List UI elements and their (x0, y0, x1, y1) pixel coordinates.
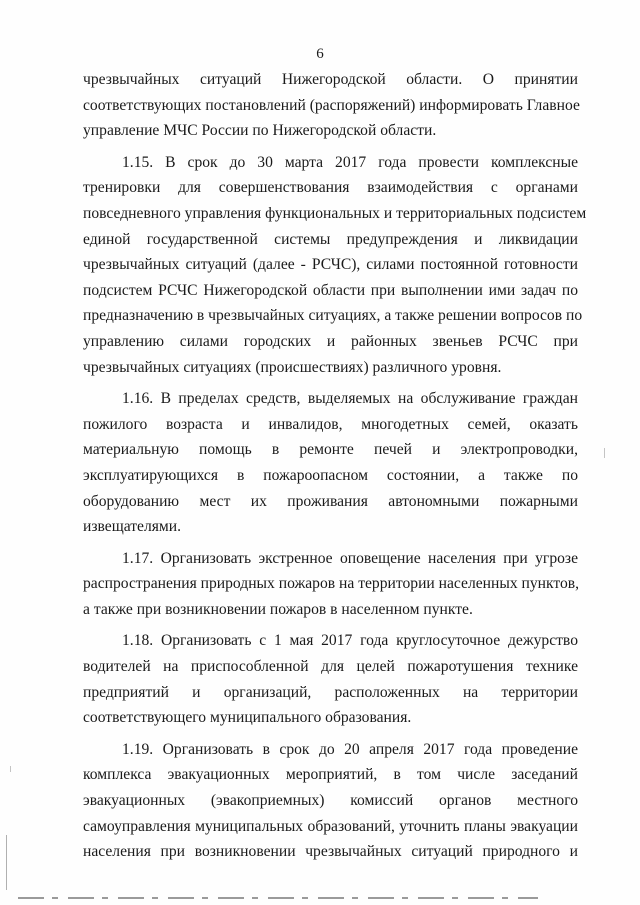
text-line: чрезвычайных ситуаций (далее - РСЧС), силами постоянной готовности (83, 256, 578, 274)
text-line: тренировки для совершенствования взаимодействия с органами (83, 179, 578, 197)
text-line: чрезвычайных ситуациях (происшествиях) различного уровня. (83, 358, 502, 376)
paragraph-1-15-start: 1.15. В срок до 30 марта 2017 года провести комплексные (122, 153, 578, 171)
text-line: соответствующего муниципального образования. (83, 709, 412, 727)
text-line: населения при возникновении чрезвычайных ситуаций природного и (83, 843, 578, 861)
text-line: пожилого возраста и инвалидов, многодетных семей, оказать (83, 415, 578, 433)
text-line: а также при возникновении пожаров в населенном пункте. (83, 600, 473, 618)
text-line: управление МЧС России по Нижегородской области. (83, 122, 437, 140)
text-line: эксплуатирующихся в пожароопасном состоянии, а также по (83, 466, 578, 484)
text-line: материальную помощь в ремонте печей и электропроводки, (83, 441, 578, 459)
paragraph-1-16-start: 1.16. В пределах средств, выделяемых на обслуживание граждан (122, 390, 578, 408)
text-line: повседневного управления функциональных и территориальных подсистем (83, 204, 587, 222)
text-line: предприятий и организаций, расположенных на территории (83, 683, 578, 701)
text-line: водителей на приспособленной для целей пожаротушения технике (83, 658, 578, 676)
paragraph-1-17-start: 1.17. Организовать экстренное оповещение населения при угрозе (122, 549, 578, 567)
scan-mark (10, 766, 11, 772)
paragraph-1-19-start: 1.19. Организовать в срок до 20 апреля 2017 года проведение (122, 740, 578, 758)
scan-margin-line (6, 835, 7, 890)
scan-bottom-edge (18, 897, 538, 899)
paragraph-1-18-start: 1.18. Организовать с 1 мая 2017 года круглосуточное дежурство (122, 632, 578, 650)
page-number: 6 (316, 46, 324, 62)
text-line: самоуправления муниципальных образований, уточнить планы эвакуации (83, 817, 578, 835)
text-line: управлению силами городских и районных звеньев РСЧС при (83, 332, 578, 350)
text-line: чрезвычайных ситуаций Нижегородской области. О принятии (83, 71, 578, 88)
text-line: эвакуационных (эвакоприемных) комиссий органов местного (83, 792, 578, 810)
text-line: подсистем РСЧС Нижегородской области при выполнении ими задач по (83, 281, 578, 299)
text-line: комплекса эвакуационных мероприятий, в том числе заседаний (83, 766, 578, 784)
text-line: предназначению в чрезвычайных ситуациях, а также решении вопросов по (83, 307, 583, 325)
text-line: извещателями. (83, 518, 182, 536)
text-line: соответствующих постановлений (распоряжений) информировать Главное (83, 96, 580, 114)
document-body (83, 67, 587, 865)
text-line: оборудованию мест их проживания автономными пожарными (83, 492, 578, 510)
text-line: распространения природных пожаров на территории населенных пунктов, (83, 575, 580, 593)
text-line: единой государственной системы предупреждения и ликвидации (83, 230, 578, 248)
scan-mark (604, 448, 605, 458)
